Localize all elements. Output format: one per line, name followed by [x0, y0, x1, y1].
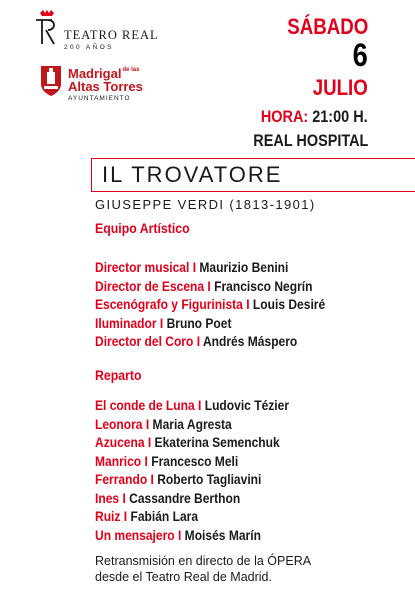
- credit-row: [95, 333, 297, 349]
- credit-role: Manrico: [95, 452, 142, 469]
- day-name: SÁBADO: [286, 14, 368, 39]
- credit-row: [95, 416, 232, 432]
- credit-role: Director del Coro: [95, 333, 194, 349]
- coat-of-arms-icon: [38, 64, 64, 98]
- credit-separator: I: [242, 296, 253, 312]
- credit-role: El conde de Luna: [95, 397, 195, 413]
- credit-separator: I: [142, 415, 153, 432]
- credit-role: Ruiz: [95, 508, 121, 524]
- teatro-real-years: 200 AÑOS: [64, 44, 114, 51]
- credit-name: Maria Agresta: [152, 415, 232, 432]
- teatro-real-logo: [34, 8, 159, 56]
- credit-name: Moisés Marín: [184, 526, 261, 543]
- credit-separator: I: [189, 259, 200, 275]
- credit-role: Azucena: [95, 434, 145, 450]
- credit-row: [95, 397, 289, 413]
- credit-name: Ekaterina Semenchuk: [154, 434, 280, 450]
- credit-separator: I: [141, 452, 152, 469]
- credit-role: Director musical: [95, 259, 190, 275]
- credit-separator: I: [144, 434, 155, 450]
- equipo-heading: Equipo Artístico: [95, 220, 190, 236]
- credit-name: Cassandre Berthon: [129, 489, 241, 506]
- credit-role: Director de Escena: [95, 277, 205, 294]
- credit-name: Fabián Lara: [130, 508, 199, 524]
- madrigal-line2: Altas Torres: [68, 79, 143, 94]
- credit-role: Ines: [95, 489, 120, 506]
- time: [261, 107, 368, 127]
- credit-separator: I: [194, 397, 205, 413]
- time-label: HORA:: [261, 107, 309, 126]
- credit-name: Maurizio Benini: [199, 259, 289, 275]
- credit-row: [95, 527, 261, 543]
- credit-name: Francisco Negrín: [214, 277, 313, 294]
- composer: GIUSEPPE VERDI (1813-1901): [95, 197, 316, 212]
- credit-separator: I: [156, 314, 167, 331]
- credit-name: Andrés Máspero: [202, 333, 298, 349]
- credit-separator: I: [193, 333, 203, 349]
- teatro-real-title: TEATRO REAL: [64, 28, 159, 42]
- teatro-real-monogram-icon: [34, 10, 60, 50]
- credit-row: [95, 471, 261, 487]
- madrigal-small: de las: [122, 67, 140, 73]
- credit-name: Louis Desiré: [252, 296, 326, 312]
- credit-row: [95, 453, 238, 469]
- madrigal-name: [68, 67, 143, 93]
- month: JULIO: [312, 75, 368, 100]
- reparto-heading: Reparto: [95, 367, 142, 383]
- credit-row: [95, 315, 231, 331]
- credit-separator: I: [120, 508, 131, 524]
- venue: REAL HOSPITAL: [252, 131, 368, 150]
- credit-row: [95, 296, 325, 312]
- credit-row: [95, 278, 312, 294]
- credit-name: Bruno Poet: [166, 314, 232, 331]
- credit-row: [95, 508, 198, 524]
- credit-row: [95, 434, 280, 450]
- credit-role: Leonora: [95, 415, 143, 432]
- credit-name: Ludovic Tézier: [204, 397, 290, 413]
- credit-name: Roberto Tagliavini: [157, 471, 262, 487]
- credit-role: Escenógrafo y Figurinista: [95, 296, 243, 312]
- credit-role: Iluminador: [95, 314, 157, 331]
- madrigal-logo: [38, 64, 148, 112]
- credit-name: Francesco Meli: [151, 452, 239, 469]
- footer-line1: Retransmisión en directo de la ÓPERA: [95, 554, 312, 568]
- madrigal-subtitle: AYUNTAMIENTO: [68, 95, 131, 102]
- credit-row: [95, 259, 288, 275]
- credit-separator: I: [204, 277, 215, 294]
- credit-role: Un mensajero: [95, 526, 175, 543]
- time-value: 21:00 H.: [312, 107, 368, 126]
- credit-role: Ferrando: [95, 471, 148, 487]
- madrigal-line1: Madrigal: [68, 66, 122, 81]
- footer-line2: desde el Teatro Real de Madrid.: [95, 570, 272, 584]
- footer-note: [95, 553, 311, 585]
- credit-separator: I: [147, 471, 158, 487]
- title-box: [91, 158, 415, 192]
- credit-row: [95, 490, 240, 506]
- opera-title: IL TROVATORE: [102, 162, 283, 187]
- credit-separator: I: [174, 526, 185, 543]
- credit-separator: I: [119, 489, 130, 506]
- day-number: 6: [352, 37, 368, 73]
